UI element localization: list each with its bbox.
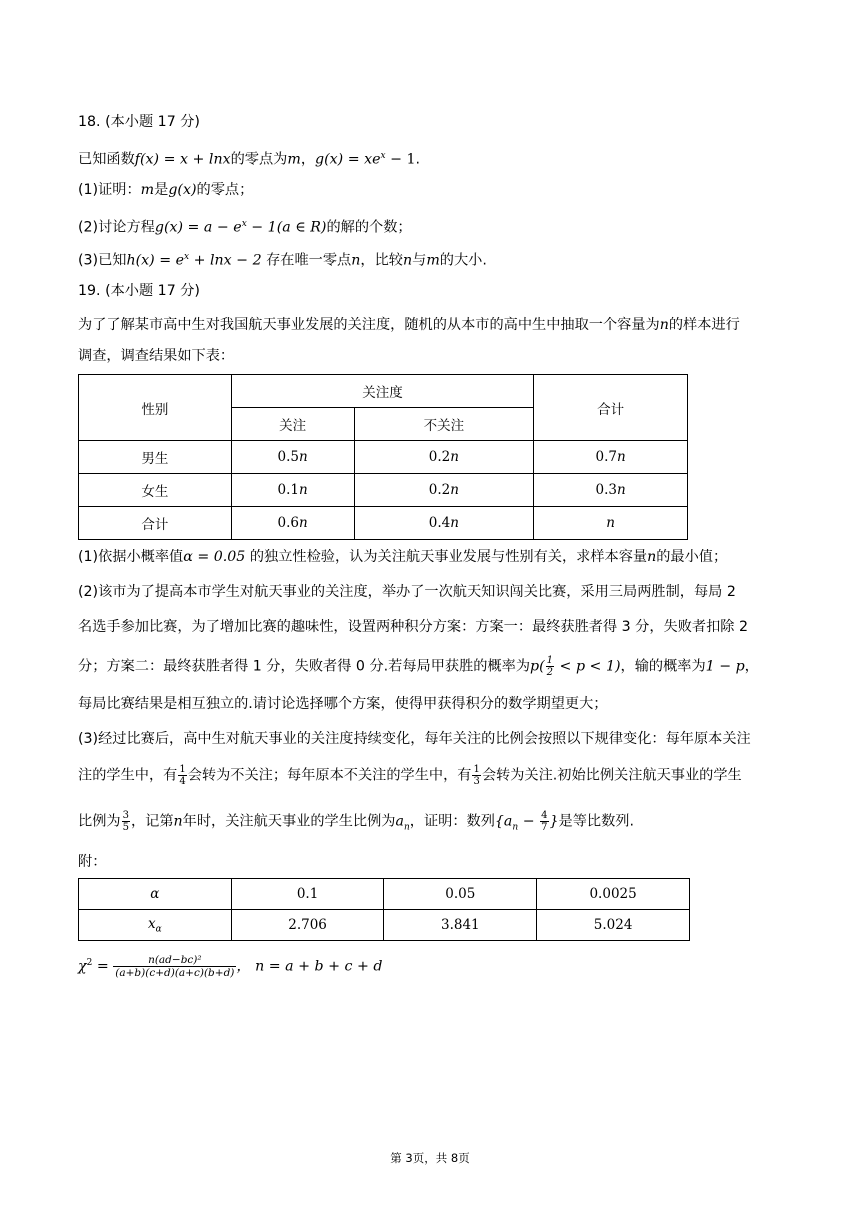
q18-p3-n2: n [402, 252, 413, 269]
q19-p1-n: n [647, 549, 657, 565]
q18-stem-m: m [287, 151, 301, 168]
q18-part1 [78, 180, 253, 200]
q19-part2-line3: 分；方案二：最终获胜者得 1 分，失败者得 0 分.若每局甲获胜的概率为p( $\frac{1}{2}$ < p < 1)，输的概率为1 − p， [78, 655, 759, 678]
table-cell: 2.706 [231, 910, 384, 941]
chi-square-formula: $\chi^2$ = $\frac{\text{n(ad−bc)²}}{(a+b)(c+d)(a+c)(b+d)}$ ， n = a + b + c + d [78, 954, 383, 980]
appendix-label: 附： [78, 854, 107, 870]
table-cell: 0.5n [231, 441, 354, 474]
q18-p1-b: 是 [154, 182, 169, 198]
table-cell: 0.3n [534, 474, 688, 507]
q19-intro1-a: 为了了解某市高中生对我国航天事业发展的关注度，随机的从本市的高中生中抽取一个容量为 [78, 317, 660, 333]
table-cell: 0.6n [231, 507, 354, 540]
q19-part2-line4: 每局比赛结果是相互独立的.请讨论选择哪个方案，使得甲获得积分的数学期望更大； [78, 696, 608, 712]
q18-p3-n: n [351, 252, 361, 269]
q19-intro-line1 [78, 315, 740, 335]
q18-stem-g2: − 1 [385, 151, 416, 168]
table-row [79, 910, 690, 941]
table-cell: α [79, 879, 232, 910]
header-attention: 关注度 [231, 375, 534, 408]
q19-part1 [78, 547, 727, 567]
q18-p2-b: 的解的个数； [326, 219, 412, 236]
q18-p1-a: (1)证明： [78, 182, 141, 198]
q18-p2-a: (2)讨论方程 [78, 219, 155, 236]
q18-p1-g: g(x) [168, 182, 197, 198]
q18-p3-h2: + lnx − 2 [189, 252, 262, 269]
table-cell: 0.0025 [537, 879, 690, 910]
table-row [79, 507, 688, 540]
q18-p3-h: h(x) = e [126, 252, 184, 269]
q19-p1-c: 的最小值； [656, 549, 728, 565]
q19-part2-line1: (2)该市为了提高本市学生对航天事业的关注度，举办了一次航天知识闯关比赛，采用三局两胜制，每局 2 [78, 584, 736, 600]
q18-part2 [78, 214, 412, 238]
row-label: 男生 [79, 441, 232, 474]
table-cell: 0.1 [231, 879, 384, 910]
q18-stem-text-d: . [415, 151, 421, 168]
q19-part3-line1: (3)经过比赛后，高中生对航天事业的关注度持续变化，每年关注的比例会按照以下规律变化：每年原本关注 [78, 731, 751, 747]
fraction-third: $\frac{1}{3}$ [473, 764, 480, 787]
header-gender: 性别 [79, 375, 232, 441]
q19-part3-line2: 注的学生中，有 $\frac{1}{4}$ 会转为不关注；每年原本不关注的学生中，有 $\frac{1}{3}$ 会转为关注.初始比例关注航天事业的学生 [78, 764, 742, 787]
q19-intro1-n: n [659, 317, 669, 333]
q18-stem-g-sup: x [380, 151, 386, 161]
survey-table [78, 374, 688, 540]
fraction-quarter: $\frac{1}{4}$ [179, 764, 186, 787]
q18-p3-b: 存在唯一零点 [261, 252, 352, 269]
q19-intro-line2: 调查，调查结果如下表： [78, 348, 235, 364]
table-cell: n [534, 507, 688, 540]
chi-square-fraction: $\frac{\text{n(ad−bc)²}}{(a+b)(c+d)(a+c)(b+d)}$ [115, 954, 235, 980]
q18-p3-m: m [426, 252, 440, 269]
q18-p1-m: m [140, 182, 155, 198]
table-cell: $x_\alpha$ [79, 910, 232, 941]
q18-stem-text-a: 已知函数 [78, 151, 135, 168]
table-cell: 0.1n [231, 474, 354, 507]
row-label: 合计 [79, 507, 232, 540]
table-row [79, 879, 690, 910]
table-cell: 0.2n [354, 474, 534, 507]
table-row [79, 474, 688, 507]
q18-p1-c: 的零点； [196, 182, 254, 198]
table-cell: 0.2n [354, 441, 534, 474]
q18-p3-e: 的大小. [439, 252, 487, 269]
row-label: 女生 [79, 474, 232, 507]
q18-p3-d: 与 [412, 252, 427, 269]
q19-intro1-b: 的样本进行 [668, 317, 740, 333]
table-cell: 3.841 [384, 910, 537, 941]
q19-title: 19. (本小题 17 分) [78, 283, 200, 299]
q18-p3-sup: x [184, 252, 190, 262]
q18-p2-sup: x [241, 219, 247, 229]
table-cell: 5.024 [537, 910, 690, 941]
header-concern: 关注 [231, 408, 354, 441]
q19-p1-alpha: α = 0.05 [183, 549, 246, 565]
header-total: 合计 [534, 375, 688, 441]
q19-part3-line3: 比例为 $\frac{3}{5}$ ，记第n年时，关注航天事业的学生比例为$a_n$，证明：数列{$a_n$ − $\frac{4}{7}$ }是等比数列. [78, 810, 634, 833]
q19-p1-a: (1)依据小概率值 [78, 549, 184, 565]
table-row [79, 441, 688, 474]
critical-value-table [78, 878, 690, 941]
q18-p2-eq2: − 1(a ∈ R) [246, 219, 327, 236]
q18-stem-g: g(x) = xe [315, 151, 381, 168]
q18-title: 18. (本小题 17 分) [78, 114, 200, 130]
table-cell: 0.4n [354, 507, 534, 540]
table-cell: 0.7n [534, 441, 688, 474]
fraction-half: $\frac{1}{2}$ [546, 655, 554, 678]
q18-stem-text-c: ， [300, 151, 316, 168]
page-footer: 第 3页，共 8页 [390, 1151, 470, 1165]
q19-part2-line2: 名选手参加比赛，为了增加比赛的趣味性，设置两种积分方案：方案一：最终获胜者得 3 分，失败者扣除 2 [78, 619, 749, 635]
q18-stem-f: f(x) = x + lnx [134, 151, 231, 168]
q18-p3-c: ，比较 [360, 252, 403, 269]
fraction-three-fifths: $\frac{3}{5}$ [122, 810, 129, 833]
q19-p1-b: 的独立性检验，认为关注航天事业发展与性别有关，求样本容量 [245, 549, 648, 565]
q18-p2-eq1: g(x) = a − e [154, 219, 242, 236]
table-cell: 0.05 [384, 879, 537, 910]
header-no-concern: 不关注 [354, 408, 534, 441]
q18-p3-a: (3)已知 [78, 252, 127, 269]
fraction-four-sevenths: $\frac{4}{7}$ [541, 810, 548, 833]
q18-stem-text-b: 的零点为 [230, 151, 288, 168]
q18-stem [78, 146, 420, 170]
q18-part3 [78, 247, 487, 271]
